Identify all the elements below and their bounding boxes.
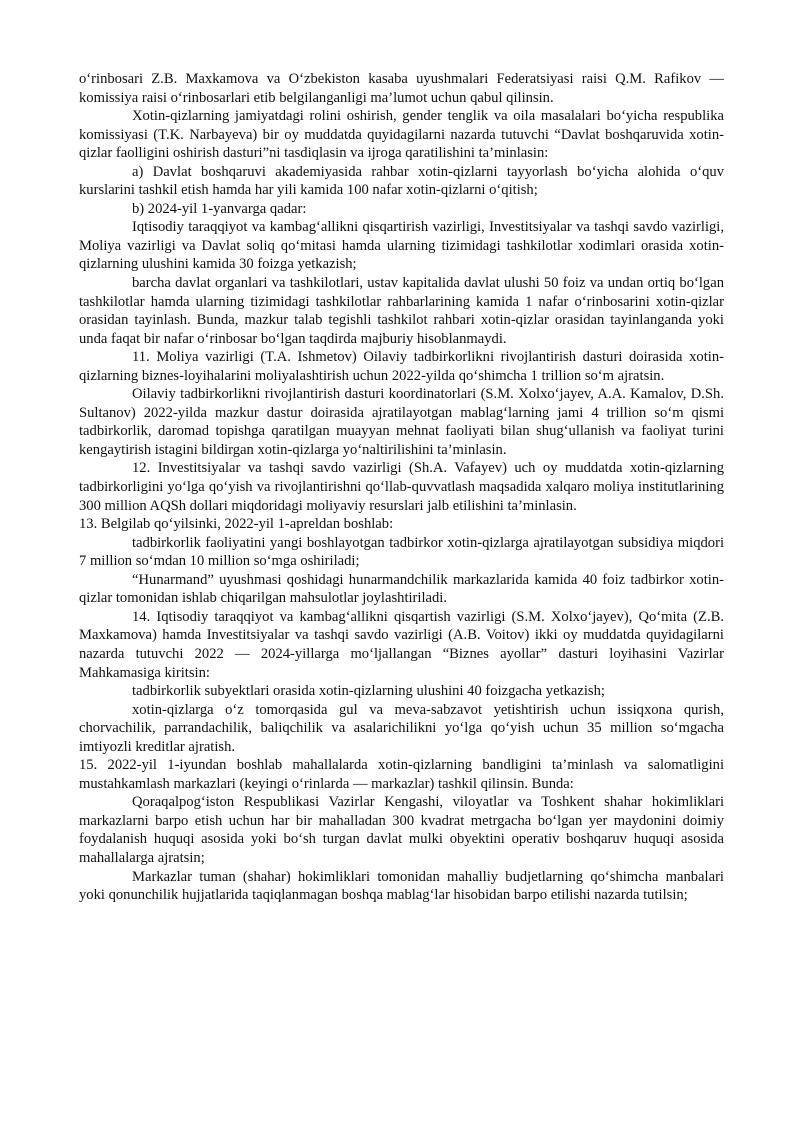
paragraph: “Hunarmand” uyushmasi qoshidagi hunarmandchilik markazlarida kamida 40 foiz tadbirkor xotin-qizlar tomonidan ishlab chiqarilgan mahsulotlar joylashtiriladi. xyxy=(79,571,724,607)
paragraph: 14. Iqtisodiy taraqqiyot va kambag‘allikni qisqartish vazirligi (S.M. Xolxo‘jayev), Qo‘mita (Z.B. Maxkamova) hamda Investitsiyalar va tashqi savdo vazirligi (A.B. Voitov) ikki oy muddatda quyidagilarni nazarda tutuvchi 2022 — 2024-yillarga mo‘ljallangan “Biznes ayollar” dasturi loyihasini Vazirlar Mahkamasiga kiritsin: xyxy=(79,608,724,681)
document-page xyxy=(79,70,724,905)
paragraph: b) 2024-yil 1-yanvarga qadar: xyxy=(132,200,307,217)
paragraph: 12. Investitsiyalar va tashqi savdo vazirligi (Sh.A. Vafayev) uch oy muddatda xotin-qizlarning tadbirkorligini yo‘lga qo‘yish va rivojlantirishni qo‘llab-quvvatlash maqsadida xalqaro moliya institutlarining 300 million AQSh dollari miqdoridagi moliyaviy resurslari jalb etilishini ta’minlasin. xyxy=(79,460,724,514)
paragraph: Markazlar tuman (shahar) hokimliklari tomonidan mahalliy budjetlarning qo‘shimcha manbalari yoki qonunchilik hujjatlarida taqiqlanmagan boshqa mablag‘lar hisobidan barpo etilishi nazarda tutilsin; xyxy=(79,868,724,904)
paragraph: tadbirkorlik subyektlari orasida xotin-qizlarning ulushini 40 foizgacha yetkazish; xyxy=(132,683,605,700)
paragraph: 11. Moliya vazirligi (T.A. Ishmetov) Oilaviy tadbirkorlikni rivojlantirish dasturi doirasida xotin-qizlarning biznes-loyihalarini moliyalashtirish uchun 2022-yilda qo‘shimcha 1 trillion so‘m ajratsin. xyxy=(79,349,724,384)
paragraph: Xotin-qizlarning jamiyatdagi rolini oshirish, gender tenglik va oila masalalari bo‘yicha respublika komissiyasi (T.K. Narbayeva) bir oy muddatda quyidagilarni nazarda tutuvchi “Davlat boshqaruvida xotin-qizlar faolligini oshirish dasturi”ni tasdiqlasin va ijroga qaratilishini ta’minlasin: xyxy=(79,108,724,162)
paragraph: Oilaviy tadbirkorlikni rivojlantirish dasturi koordinatorlari (S.M. Xolxo‘jayev, A.A. Kamalov, D.Sh. Sultanov) 2022-yilda mazkur dastur doirasida ajratilayotgan mablag‘larning jami 4 trillion so‘m qismi tadbirkorlik, daromad topishga qaratilgan muayyan mehnat faoliyati bilan shug‘ullanish va faoliyat turini kengaytirish istagini bildirgan xotin-qizlarga yo‘naltirilishini ta’minlasin. xyxy=(79,386,724,458)
paragraph: o‘rinbosari Z.B. Maxkamova va O‘zbekiston kasaba uyushmalari Federatsiyasi raisi Q.M. Rafikov — komissiya raisi o‘rinbosarlari etib belgilanganligi ma’lumot uchun qabul qilinsin. xyxy=(79,71,724,106)
paragraph: Qoraqalpog‘iston Respublikasi Vazirlar Kengashi, viloyatlar va Toshkent shahar hokimliklari markazlarni barpo etish uchun har bir mahalladan 300 kvadrat metrgacha bo‘lgan yer maydonini doimiy foydalanish huquqi asosida yoki bo‘sh turgan davlat mulki obyektini operativ boshqaruv huquqi asosida mahallalarga ajratsin; xyxy=(79,794,724,866)
paragraph: barcha davlat organlari va tashkilotlari, ustav kapitalida davlat ulushi 50 foiz va undan ortiq bo‘lgan tashkilotlar hamda ularning tizimidagi tashkilotlar rahbarlarining kamida 1 nafar o‘rinbosarini xotin-qizlar orasidan tayinlash. Bunda, mazkur talab tegishli tashkilot rahbari xotin-qizlar orasidan tayinlanganda yoki unda faqat bir nafar o‘rinbosar bo‘lgan taqdirda majburiy hisoblanmaydi. xyxy=(79,275,724,347)
paragraph: a) Davlat boshqaruvi akademiyasida rahbar xotin-qizlarni tayyorlash bo‘yicha alohida o‘quv kurslarini tashkil etish hamda har yili kamida 100 nafar xotin-qizlarni o‘qitish; xyxy=(79,163,724,199)
paragraph: tadbirkorlik faoliyatini yangi boshlayotgan tadbirkor xotin-qizlarga ajratilayotgan subsidiya miqdori 7 million so‘mdan 10 million so‘mga oshiriladi; xyxy=(79,534,724,570)
paragraph: Iqtisodiy taraqqiyot va kambag‘allikni qisqartirish vazirligi, Investitsiyalar va tashqi savdo vazirligi, Moliya vazirligi va Davlat soliq qo‘mitasi hamda ularning tizimidagi tashkilotlar xodimlari orasida xotin-qizlarning ulushini kamida 30 foizga yetkazish; xyxy=(79,219,724,273)
paragraph: 15. 2022-yil 1-iyundan boshlab mahallalarda xotin-qizlarning bandligini ta’minlash va salomatligini mustahkamlash markazlari (keyingi o‘rinlarda — markazlar) tashkil qilinsin. Bunda: xyxy=(79,757,724,792)
paragraph: xotin-qizlarga o‘z tomorqasida gul va meva-sabzavot yetishtirish uchun issiqxona qurish, chorvachilik, parrandachilik, baliqchilik va asalarichilikni yo‘lga qo‘yish uchun 35 million so‘mgacha imtiyozli kreditlar ajratish. xyxy=(79,701,724,755)
paragraph: 13. Belgilab qo‘yilsinki, 2022-yil 1-apreldan boshlab: xyxy=(79,516,394,533)
